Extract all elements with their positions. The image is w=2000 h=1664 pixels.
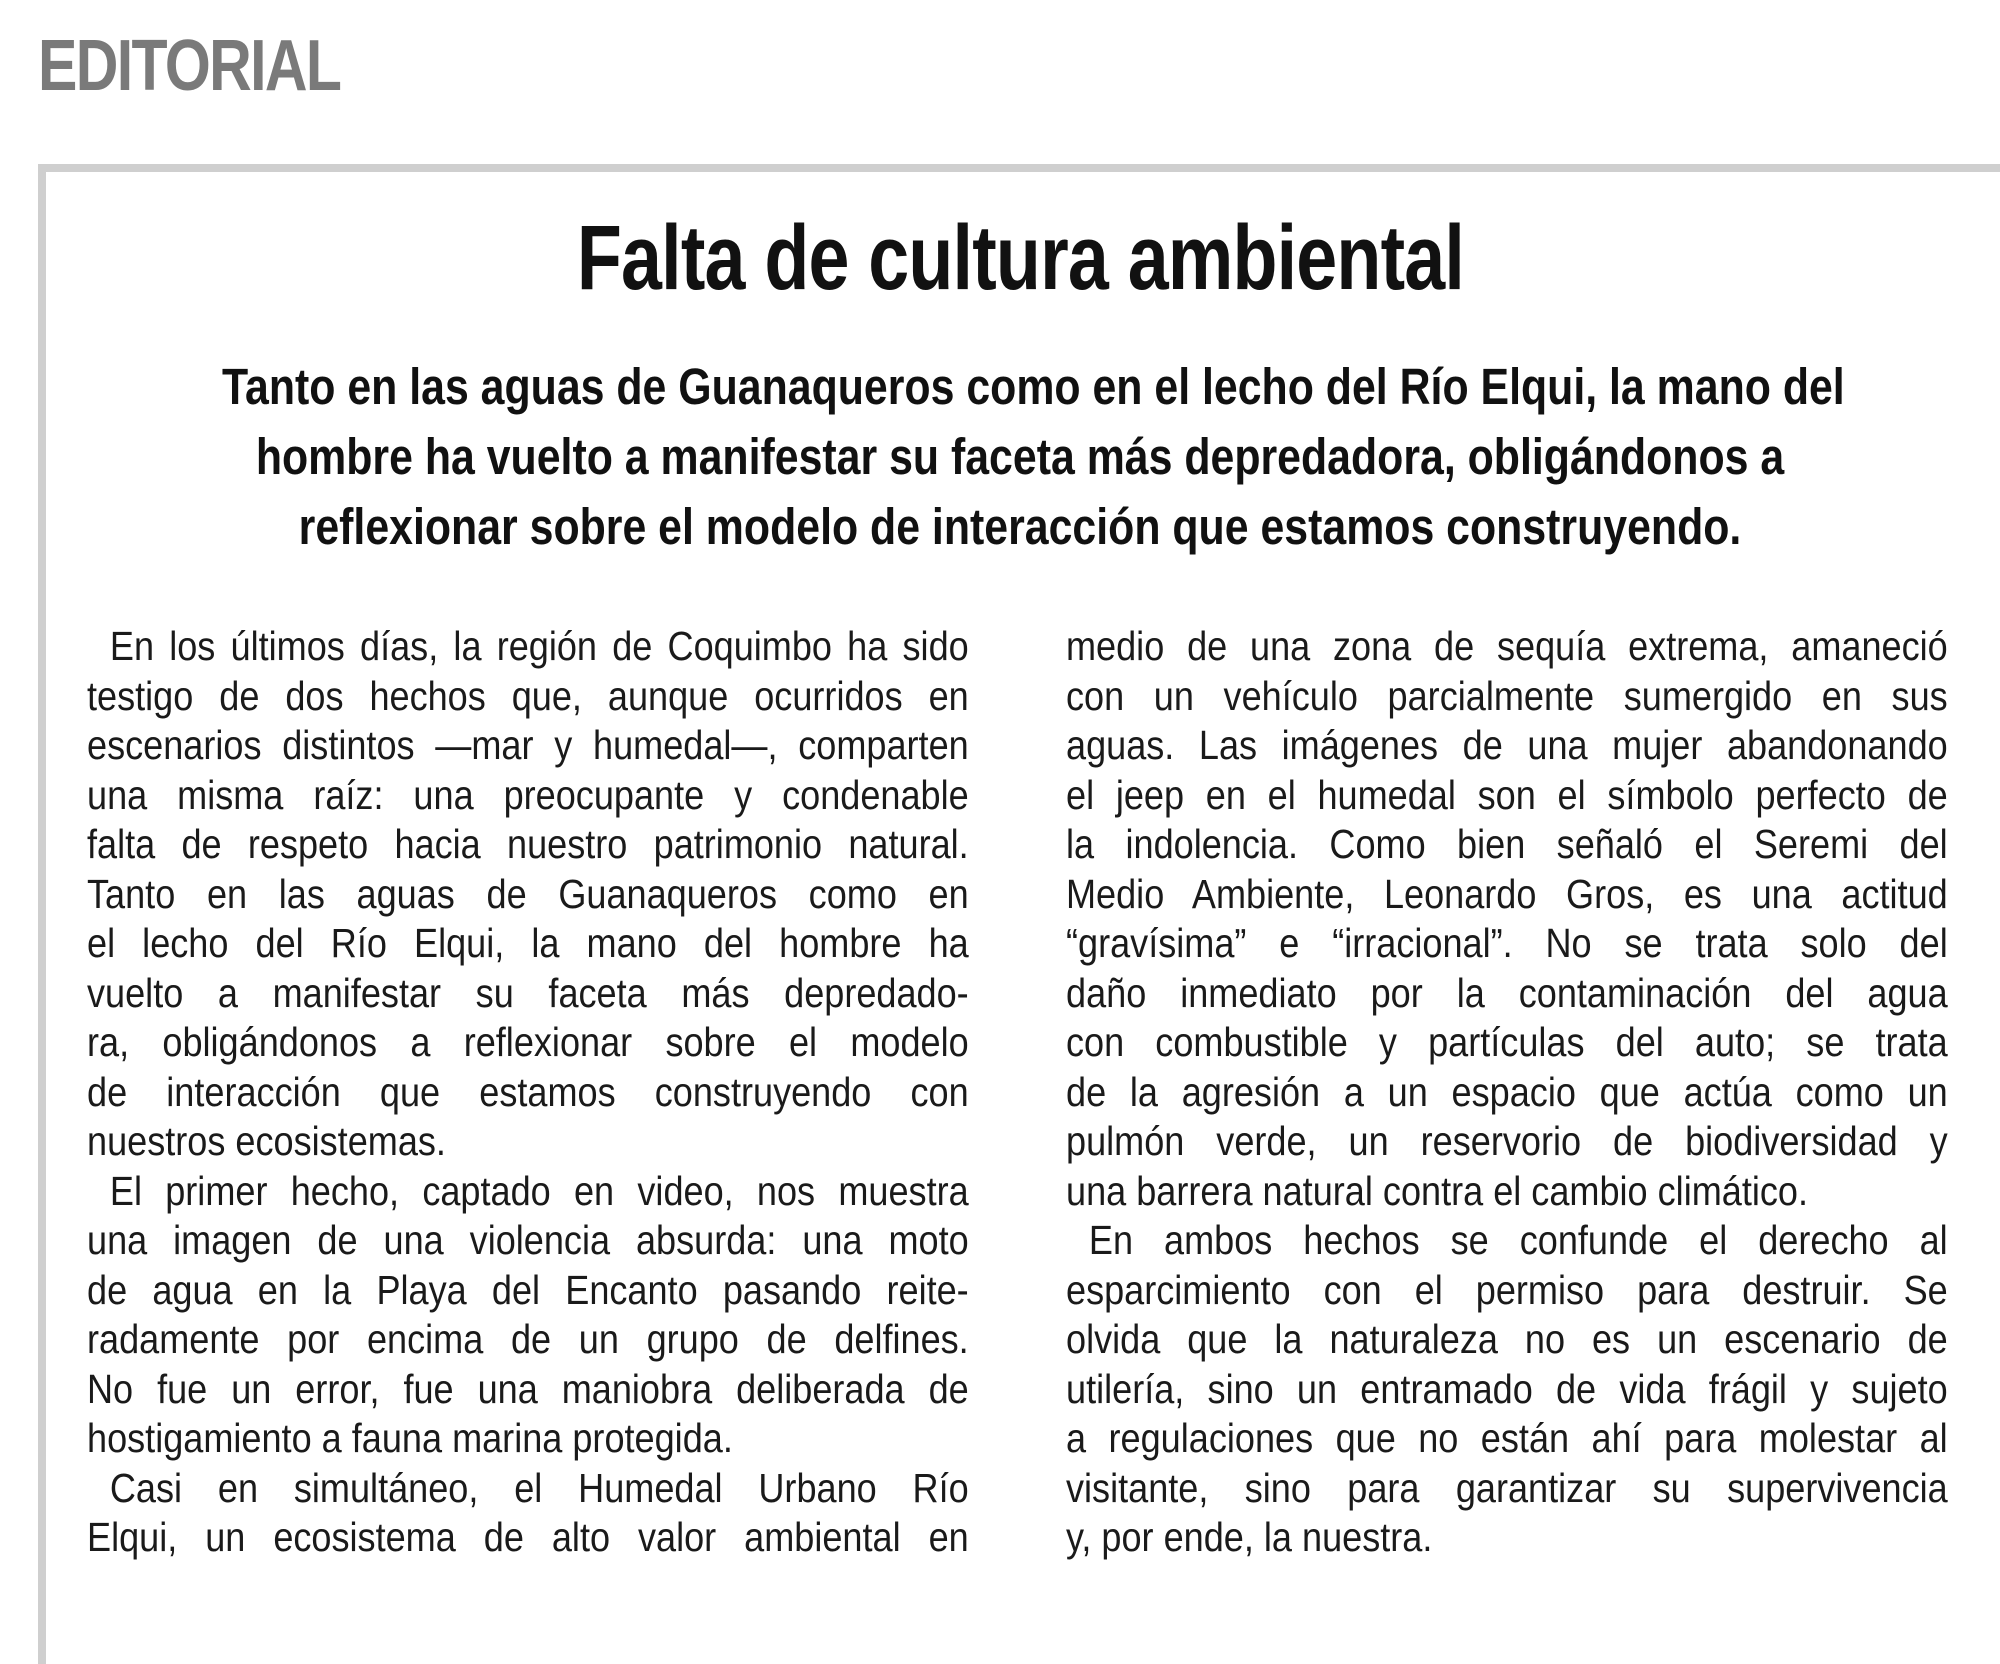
body-column-right	[1066, 622, 1948, 1563]
body-line: hostigamiento a fauna marina protegida.	[87, 1415, 733, 1461]
body-line: escenarios distintos —mar y humedal—, comparten	[87, 722, 969, 768]
body-line: “gravísima” e “irracional”. No se trata solo del	[1066, 920, 1948, 966]
body-line: radamente por encima de un grupo de delfines.	[87, 1316, 969, 1362]
body-line: No fue un error, fue una maniobra deliberada de	[87, 1365, 969, 1412]
body-line: una barrera natural contra el cambio climático.	[1066, 1167, 1809, 1214]
body-line: una misma raíz: una preocupante y condenable	[87, 771, 969, 818]
body-line: aguas. Las imágenes de una mujer abandonando	[1066, 722, 1948, 768]
subhead-line: hombre ha vuelto a manifestar su faceta más depredadora, obligándonos a	[255, 428, 1785, 485]
body-line: daño inmediato por la contaminación del agua	[1066, 969, 1948, 1016]
subhead-line: reflexionar sobre el modelo de interacción que estamos construyendo.	[298, 498, 1742, 555]
body-line: testigo de dos hechos que, aunque ocurridos en	[87, 672, 969, 719]
subhead	[70, 352, 1970, 562]
body-line: Tanto en las aguas de Guanaqueros como en	[87, 870, 969, 917]
body-line: el jeep en el humedal son el símbolo perfecto de	[1066, 771, 1948, 818]
body-line: de agua en la Playa del Encanto pasando reite-	[87, 1266, 969, 1313]
body-line: falta de respeto hacia nuestro patrimonio natural.	[87, 821, 969, 867]
body-line: pulmón verde, un reservorio de biodiversidad y	[1066, 1118, 1948, 1164]
body-line: una imagen de una violencia absurda: una moto	[87, 1217, 969, 1263]
subhead-line: Tanto en las aguas de Guanaqueros como en el lecho del Río Elqui, la mano del	[222, 358, 1845, 415]
body-line: vuelto a manifestar su faceta más depredado-	[87, 969, 969, 1016]
body-line: visitante, sino para garantizar su supervivencia	[1066, 1464, 1948, 1511]
headline	[0, 207, 2000, 309]
body-column-left	[87, 622, 969, 1563]
body-line: y, por ende, la nuestra.	[1066, 1514, 1433, 1560]
body-line: a regulaciones que no están ahí para molestar al	[1066, 1415, 1948, 1461]
body-line: utilería, sino un entramado de vida frágil y sujeto	[1066, 1365, 1948, 1412]
body-line: el lecho del Río Elqui, la mano del hombre ha	[87, 920, 969, 966]
body-line: Elqui, un ecosistema de alto valor ambiental en	[87, 1514, 969, 1560]
headline-text: Falta de cultura ambiental	[576, 207, 1464, 309]
body-line: Medio Ambiente, Leonardo Gros, es una actitud	[1066, 870, 1948, 917]
body-line: Casi en simultáneo, el Humedal Urbano Río	[109, 1464, 969, 1511]
body-line: de la agresión a un espacio que actúa como un	[1066, 1068, 1948, 1115]
body-line: esparcimiento con el permiso para destruir. Se	[1066, 1266, 1948, 1313]
body-line: olvida que la naturaleza no es un escenario de	[1066, 1316, 1948, 1362]
body-line: El primer hecho, captado en video, nos muestra	[109, 1167, 969, 1214]
body-line: con combustible y partículas del auto; se trata	[1066, 1019, 1948, 1065]
body-line: medio de una zona de sequía extrema, amaneció	[1066, 623, 1948, 669]
body-line: la indolencia. Como bien señaló el Seremi del	[1066, 821, 1948, 867]
section-label: EDITORIAL	[38, 26, 341, 106]
body-line: En ambos hechos se confunde el derecho al	[1088, 1217, 1948, 1263]
body-line: de interacción que estamos construyendo con	[87, 1068, 969, 1115]
body-line: En los últimos días, la región de Coquimbo ha sido	[109, 623, 969, 669]
body-line: nuestros ecosistemas.	[87, 1118, 446, 1164]
body-line: ra, obligándonos a reflexionar sobre el modelo	[87, 1019, 969, 1065]
body-line: con un vehículo parcialmente sumergido en sus	[1066, 672, 1948, 719]
